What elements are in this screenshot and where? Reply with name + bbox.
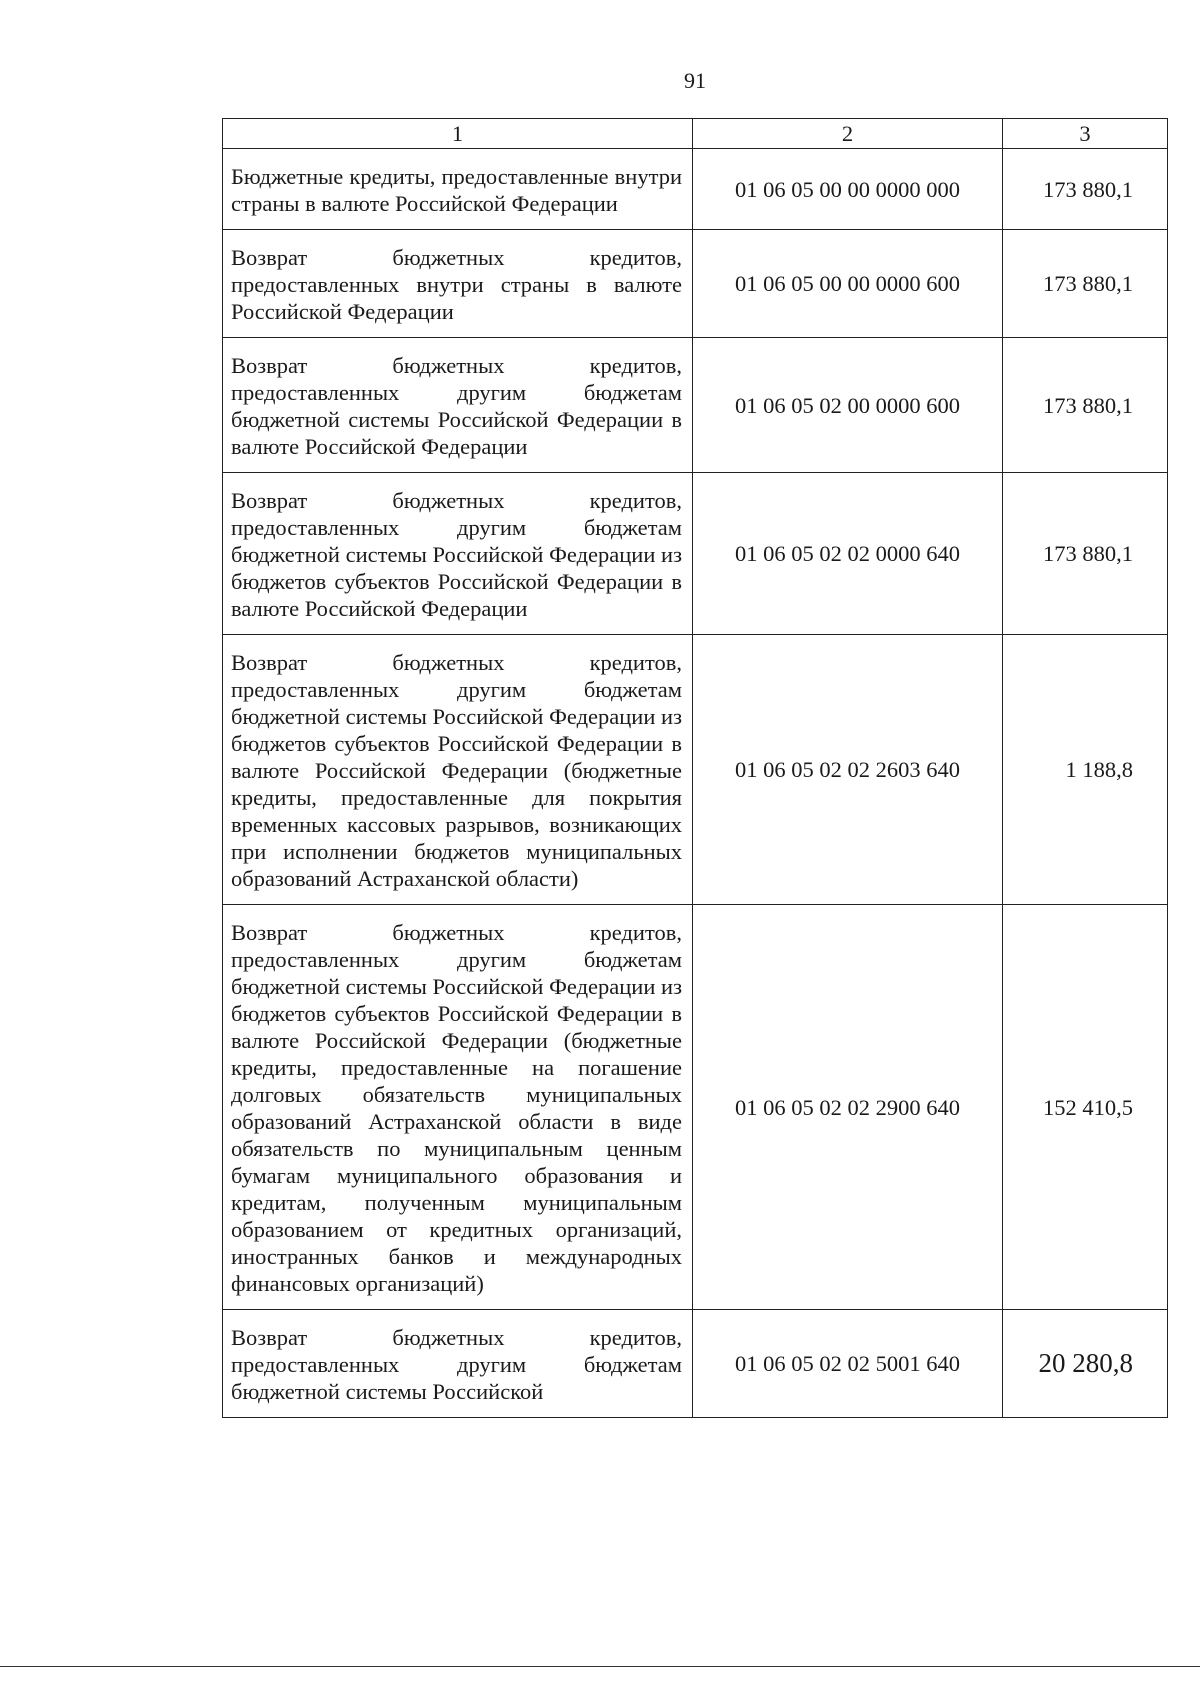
row-description: Возврат бюджетных кредитов, предоставленных другим бюджетам бюджетной системы Российской Федерации в валюте Российской Федерации [223,338,693,473]
page-number: 91 [684,68,706,93]
column-header-3: 3 [1003,119,1168,149]
row-amount: 173 880,1 [1003,473,1168,635]
column-header-2: 2 [693,119,1003,149]
row-amount: 173 880,1 [1003,230,1168,338]
row-code: 01 06 05 02 00 0000 600 [693,338,1003,473]
budget-sources-table [222,118,1168,1418]
table-row [223,905,1168,1310]
row-code: 01 06 05 00 00 0000 600 [693,230,1003,338]
row-code: 01 06 05 00 00 0000 000 [693,149,1003,230]
table-row [223,1310,1168,1418]
table-header-row [223,119,1168,149]
row-amount: 152 410,5 [1003,905,1168,1310]
row-code: 01 06 05 02 02 0000 640 [693,473,1003,635]
table-row [223,338,1168,473]
row-amount: 1 188,8 [1003,635,1168,905]
row-amount: 173 880,1 [1003,338,1168,473]
table-row [223,635,1168,905]
row-code: 01 06 05 02 02 5001 640 [693,1310,1003,1418]
row-code: 01 06 05 02 02 2603 640 [693,635,1003,905]
row-code: 01 06 05 02 02 2900 640 [693,905,1003,1310]
row-description: Возврат бюджетных кредитов, предоставленных другим бюджетам бюджетной системы Российской Федерации из бюджетов субъектов Российской Федерации в валюте Российской Федерации (бюджетные кредиты, предоставленные для покрытия временных кассовых разрывов, возникающих при исполнении бюджетов муниципальных образований Астраханской области) [223,635,693,905]
row-amount: 173 880,1 [1003,149,1168,230]
table-row [223,149,1168,230]
column-header-1: 1 [223,119,693,149]
table-row [223,230,1168,338]
row-amount: 20 280,8 [1003,1310,1168,1418]
row-description: Возврат бюджетных кредитов, предоставленных внутри страны в валюте Российской Федерации [223,230,693,338]
row-description: Возврат бюджетных кредитов, предоставленных другим бюджетам бюджетной системы Российской [223,1310,693,1418]
table-row [223,473,1168,635]
page-bottom-rule [0,1666,1200,1667]
row-description: Возврат бюджетных кредитов, предоставленных другим бюджетам бюджетной системы Российской Федерации из бюджетов субъектов Российской Федерации в валюте Российской Федерации (бюджетные кредиты, предоставленные на погашение долговых обязательств муниципальных образований Астраханской области в виде обязательств по муниципальным ценным бумагам муниципального образования и кредитам, полученным муниципальным образованием от кредитных организаций, иностранных банков и международных финансовых организаций) [223,905,693,1310]
row-description: Бюджетные кредиты, предоставленные внутри страны в валюте Российской Федерации [223,149,693,230]
row-description: Возврат бюджетных кредитов, предоставленных другим бюджетам бюджетной системы Российской Федерации из бюджетов субъектов Российской Федерации в валюте Российской Федерации [223,473,693,635]
